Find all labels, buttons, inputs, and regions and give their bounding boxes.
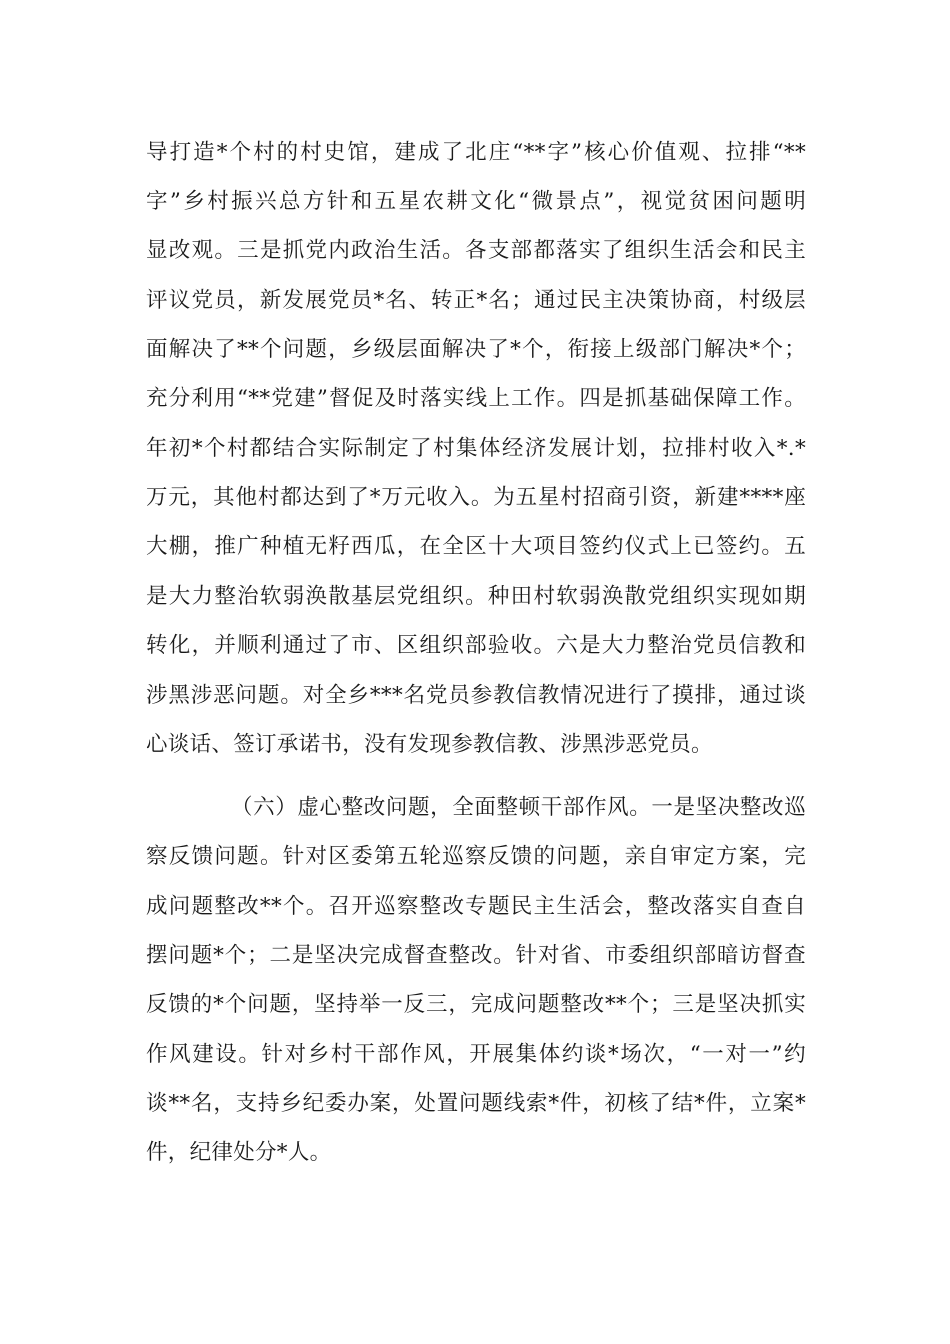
text-line: 谈**名，支持乡纪委办案，处置问题线索*件，初核了结*件，立案* — [146, 1091, 806, 1116]
text-line: 心谈话、签订承诺书，没有发现参教信教、涉黑涉恶党员。 — [146, 732, 713, 757]
text-line: 是大力整治软弱涣散基层党组织。种田村软弱涣散党组织实现如期 — [146, 584, 806, 609]
text-line: 成问题整改**个。召开巡察整改专题民主生活会，整改落实自查自 — [146, 894, 806, 919]
text-line: 万元，其他村都达到了*万元收入。为五星村招商引资，新建****座 — [146, 485, 806, 510]
text-line: 作风建设。针对乡村干部作风，开展集体约谈*场次，“一对一”约 — [146, 1042, 806, 1067]
text-line: 反馈的*个问题，坚持举一反三，完成问题整改**个；三是坚决抓实 — [146, 992, 806, 1017]
section-heading-line: （六）虚心整改问题，全面整顿干部作风。一是坚决整改巡 — [231, 795, 806, 820]
text-line: 大棚，推广种植无籽西瓜，在全区十大项目签约仪式上已签约。五 — [146, 534, 806, 559]
text-line: 导打造*个村的村史馆，建成了北庄“**字”核心价值观、拉排“** — [146, 140, 806, 165]
text-line: 面解决了**个问题，乡级层面解决了*个，衔接上级部门解决*个； — [146, 337, 806, 362]
text-line: 年初*个村都结合实际制定了村集体经济发展计划，拉排村收入*.* — [146, 436, 806, 461]
text-line: 摆问题*个；二是坚决完成督查整改。针对省、市委组织部暗访督查 — [146, 943, 806, 968]
text-line: 转化，并顺利通过了市、区组织部验收。六是大力整治党员信教和 — [146, 633, 806, 658]
text-line: 察反馈问题。针对区委第五轮巡察反馈的问题，亲自审定方案，完 — [146, 844, 806, 869]
text-line: 充分利用“**党建”督促及时落实线上工作。四是抓基础保障工作。 — [146, 386, 806, 411]
text-line: 字”乡村振兴总方针和五星农耕文化“微景点”，视觉贫困问题明 — [146, 189, 806, 214]
text-line: 涉黑涉恶问题。对全乡***名党员参教信教情况进行了摸排，通过谈 — [146, 683, 806, 708]
text-line: 评议党员，新发展党员*名、转正*名；通过民主决策协商，村级层 — [146, 288, 806, 313]
text-line: 件，纪律处分*人。 — [146, 1140, 332, 1165]
text-line: 显改观。三是抓党内政治生活。各支部都落实了组织生活会和民主 — [146, 238, 806, 263]
